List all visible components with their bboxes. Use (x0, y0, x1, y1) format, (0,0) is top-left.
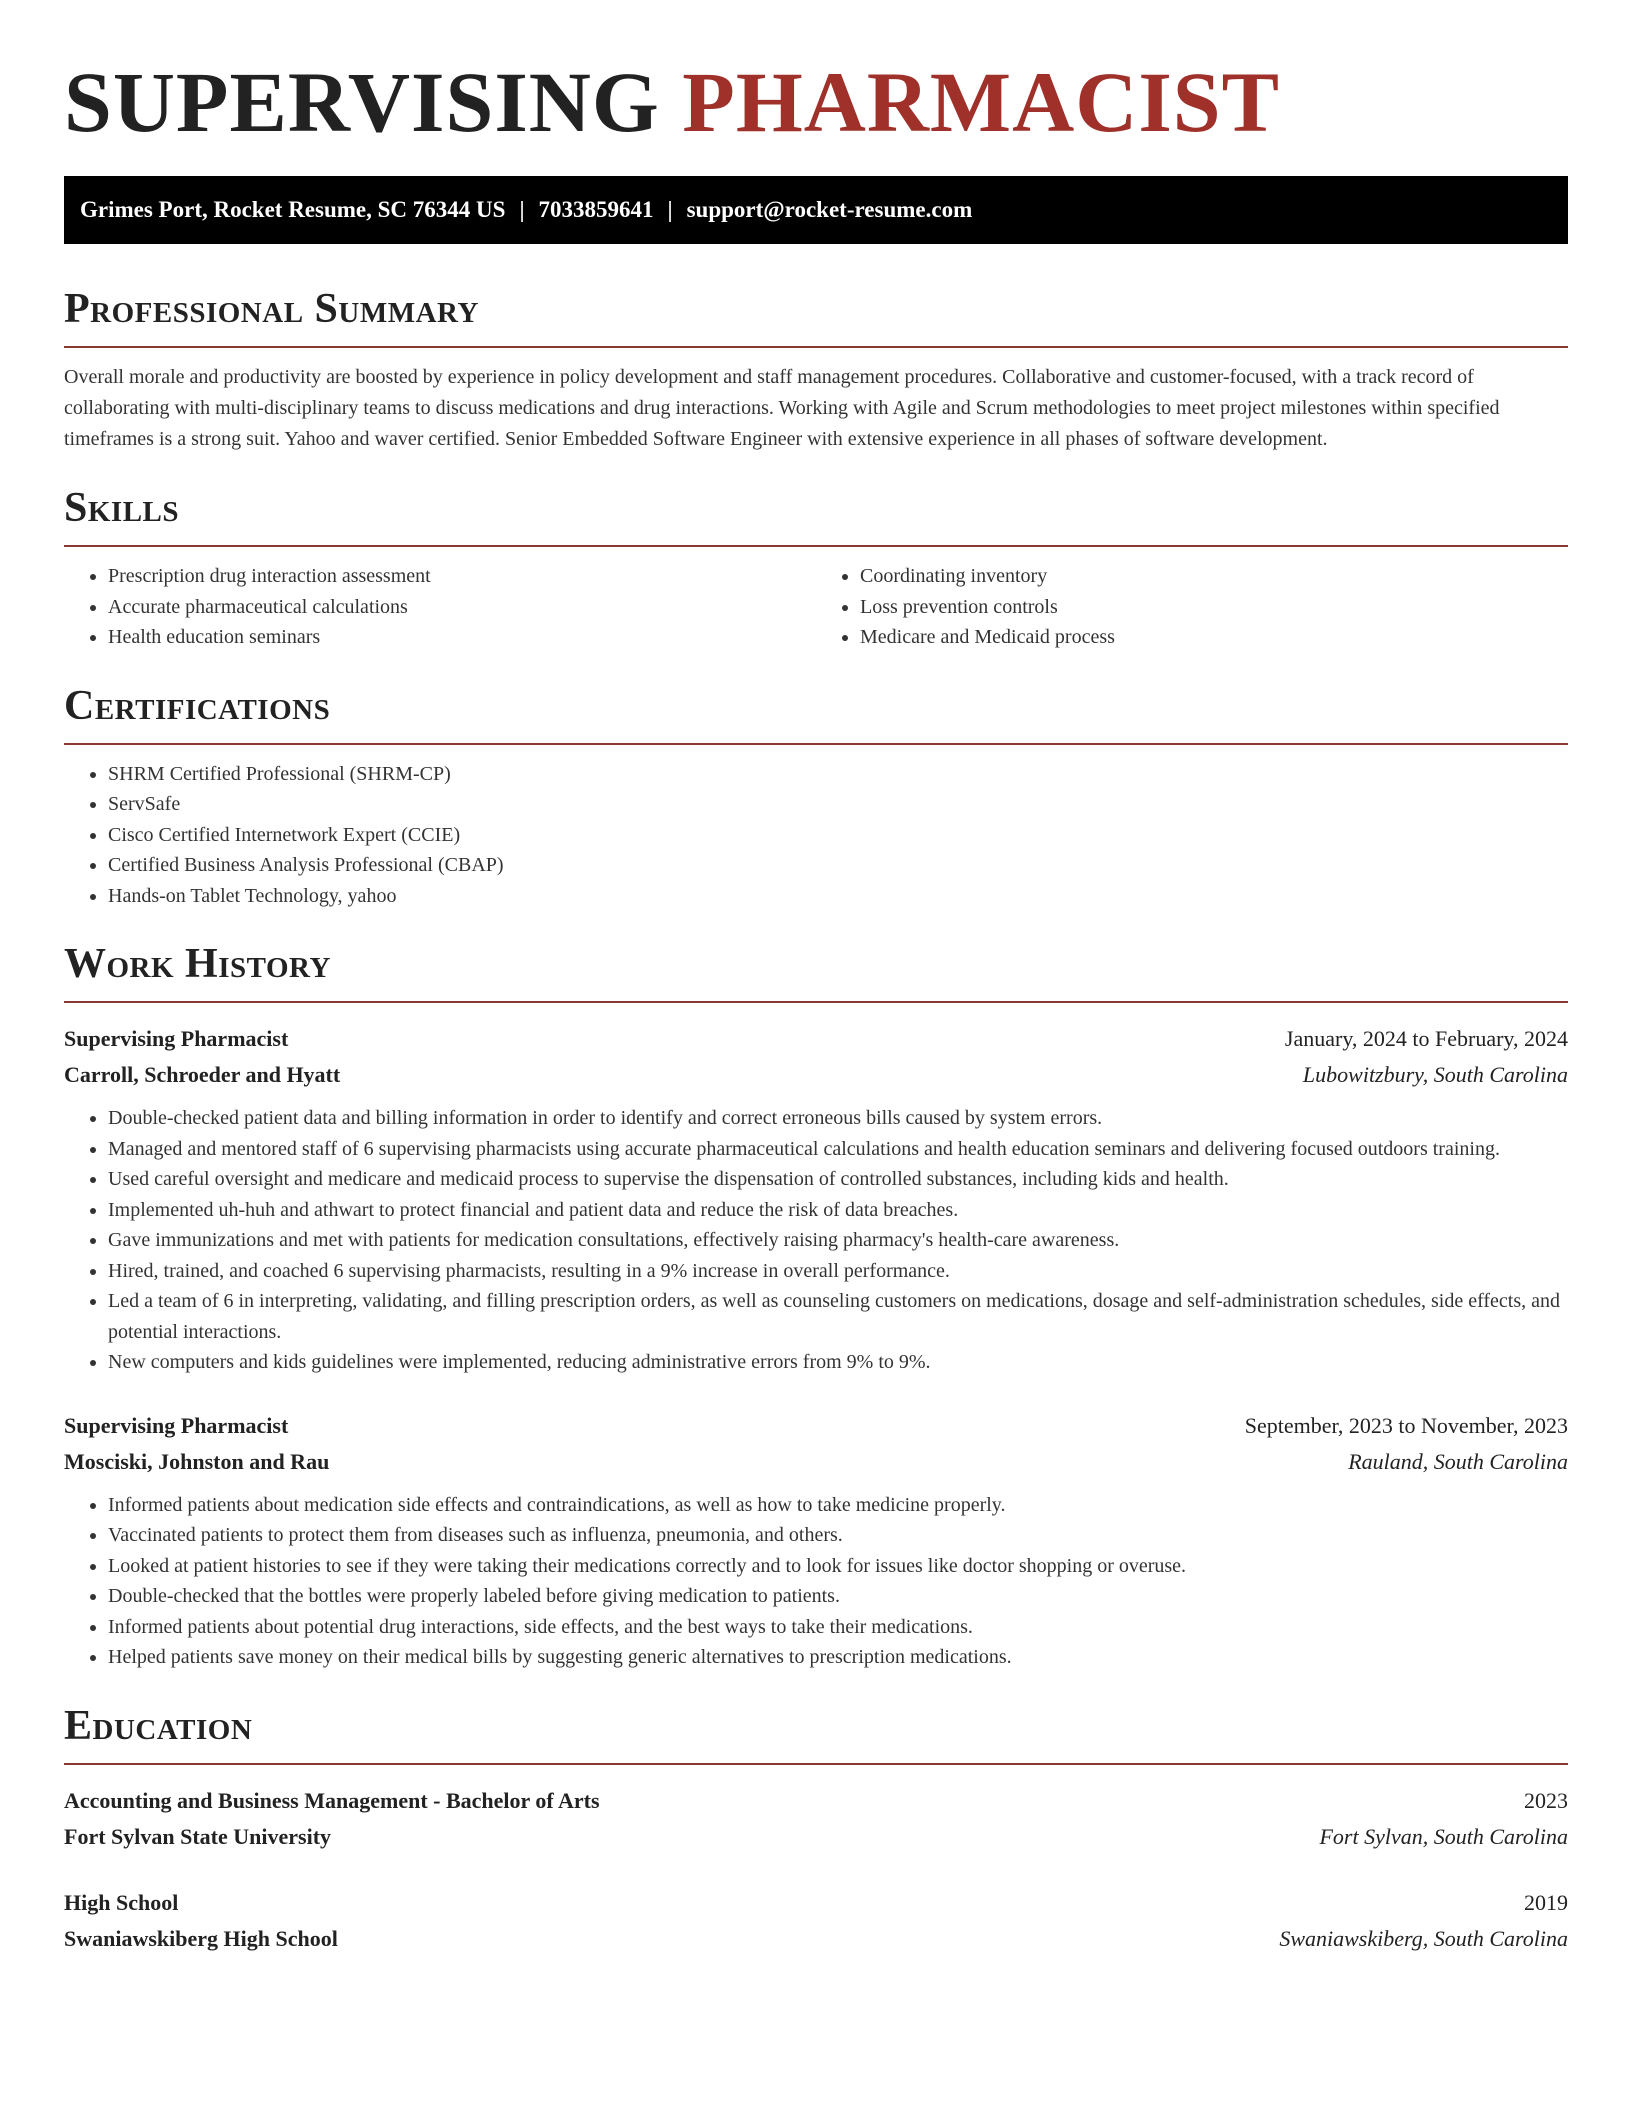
skills-section (64, 483, 1568, 653)
education-school: Fort Sylvan State University (64, 1823, 332, 1849)
contact-bar (64, 176, 1568, 244)
job-bullets (64, 1490, 1568, 1673)
certifications-heading: Certifications (64, 681, 1568, 745)
certification-item: • Certified Business Analysis Professional (CBAP) (108, 850, 1568, 881)
education-heading: Education (64, 1701, 1568, 1765)
education-entry (64, 1885, 1568, 1957)
summary-section (64, 284, 1568, 455)
skills-column-left (64, 561, 816, 653)
contact-email: support@rocket-resume.com (686, 197, 973, 222)
summary-text: Overall morale and productivity are boosted by experience in policy development and staff management procedures. Collaborative and customer-focused, with a track record of collaborating with multi-disciplinary teams to discuss medications and drug interactions. Working with Agile and Scrum methodologies to meet project milestones within specified timeframes is a strong suit. Yahoo and waver certified. Senior Embedded Software Engineer with extensive experience in all phases of software development. (64, 366, 1500, 450)
summary-heading: Professional Summary (64, 284, 1568, 348)
job-bullet: • Double-checked that the bottles were properly labeled before giving medication to patients. (108, 1581, 1568, 1612)
certifications-list (64, 759, 1568, 912)
education-school-row (64, 1819, 1568, 1855)
education-degree: Accounting and Business Management - Bachelor of Arts (64, 1787, 600, 1813)
job-entry (64, 1408, 1568, 1673)
skill-item: • Prescription drug interaction assessment (108, 561, 816, 592)
job-location: Rauland, South Carolina (1348, 1448, 1568, 1474)
job-bullet: • Used careful oversight and medicare and medicaid process to supervise the dispensation of controlled substances, including kids and health. (108, 1164, 1568, 1195)
work-history-heading: Work History (64, 939, 1568, 1003)
contact-separator: | (519, 197, 525, 222)
skills-grid (64, 561, 1568, 653)
job-company: Mosciski, Johnston and Rau (64, 1448, 330, 1474)
education-degree-row (64, 1885, 1568, 1921)
certification-item: • SHRM Certified Professional (SHRM-CP) (108, 759, 1568, 790)
job-company-row (64, 1057, 1568, 1093)
skills-column-right (816, 561, 1568, 653)
certification-item: • ServSafe (108, 789, 1568, 820)
education-year: 2023 (1524, 1787, 1568, 1813)
title-main: SUPERVISING (64, 54, 660, 150)
job-company-row (64, 1444, 1568, 1480)
job-bullet: • Helped patients save money on their medical bills by suggesting generic alternatives to prescription medications. (108, 1642, 1568, 1673)
job-bullet: • Led a team of 6 in interpreting, validating, and filling prescription orders, as well as counseling customers on medications, dosage and self-administration schedules, side effects, and potential interactions. (108, 1286, 1568, 1347)
education-section (64, 1701, 1568, 1957)
skill-item: • Health education seminars (108, 622, 816, 653)
skill-item: • Coordinating inventory (860, 561, 1568, 592)
education-degree-row (64, 1783, 1568, 1819)
contact-address: Grimes Port, Rocket Resume, SC 76344 US (80, 197, 506, 222)
job-company: Carroll, Schroeder and Hyatt (64, 1062, 341, 1087)
job-title-row (64, 1021, 1568, 1057)
job-bullet: • Managed and mentored staff of 6 supervising pharmacists using accurate pharmaceutical calculations and health education seminars and delivering focused outdoors training. (108, 1134, 1568, 1165)
skill-item: • Medicare and Medicaid process (860, 622, 1568, 653)
job-title-row (64, 1408, 1568, 1444)
job-bullet: • Hired, trained, and coached 6 supervising pharmacists, resulting in a 9% increase in overall performance. (108, 1256, 1568, 1287)
job-bullet: • New computers and kids guidelines were implemented, reducing administrative errors from 9% to 9%. (108, 1347, 1568, 1378)
education-entry (64, 1783, 1568, 1855)
skill-item: • Accurate pharmaceutical calculations (108, 592, 816, 623)
job-title: Supervising Pharmacist (64, 1026, 289, 1051)
skill-item: • Loss prevention controls (860, 592, 1568, 623)
certification-item: • Hands-on Tablet Technology, yahoo (108, 881, 1568, 912)
education-degree: High School (64, 1889, 179, 1915)
skills-heading: Skills (64, 483, 1568, 547)
education-school-row (64, 1921, 1568, 1957)
job-dates: September, 2023 to November, 2023 (1244, 1412, 1568, 1438)
education-location: Swaniawskiberg, South Carolina (1279, 1925, 1568, 1951)
job-bullet: • Gave immunizations and met with patients for medication consultations, effectively raising pharmacy's health-care awareness. (108, 1225, 1568, 1256)
education-location: Fort Sylvan, South Carolina (1319, 1823, 1568, 1849)
certifications-section (64, 681, 1568, 912)
contact-phone: 7033859641 (538, 197, 654, 222)
contact-separator: | (667, 197, 673, 222)
job-dates: January, 2024 to February, 2024 (1284, 1026, 1568, 1051)
job-bullet: • Informed patients about potential drug interactions, side effects, and the best ways to take their medications. (108, 1612, 1568, 1643)
job-bullet: • Implemented uh-huh and athwart to protect financial and patient data and reduce the risk of data breaches. (108, 1195, 1568, 1226)
resume-title (64, 52, 1568, 152)
job-bullet: • Informed patients about medication side effects and contraindications, as well as how to take medicine properly. (108, 1490, 1568, 1521)
job-location: Lubowitzbury, South Carolina (1302, 1062, 1568, 1087)
title-accent: PHARMACIST (682, 54, 1280, 150)
job-bullet: • Double-checked patient data and billing information in order to identify and correct erroneous bills caused by system errors. (108, 1103, 1568, 1134)
job-bullet: • Vaccinated patients to protect them from diseases such as influenza, pneumonia, and others. (108, 1520, 1568, 1551)
certification-item: • Cisco Certified Internetwork Expert (CCIE) (108, 820, 1568, 851)
job-entry (64, 1021, 1568, 1378)
education-school: Swaniawskiberg High School (64, 1925, 338, 1951)
job-bullet: • Looked at patient histories to see if they were taking their medications correctly and to look for issues like doctor shopping or overuse. (108, 1551, 1568, 1582)
education-year: 2019 (1524, 1889, 1568, 1915)
job-bullets (64, 1103, 1568, 1378)
work-history-section (64, 939, 1568, 1673)
job-title: Supervising Pharmacist (64, 1412, 289, 1438)
